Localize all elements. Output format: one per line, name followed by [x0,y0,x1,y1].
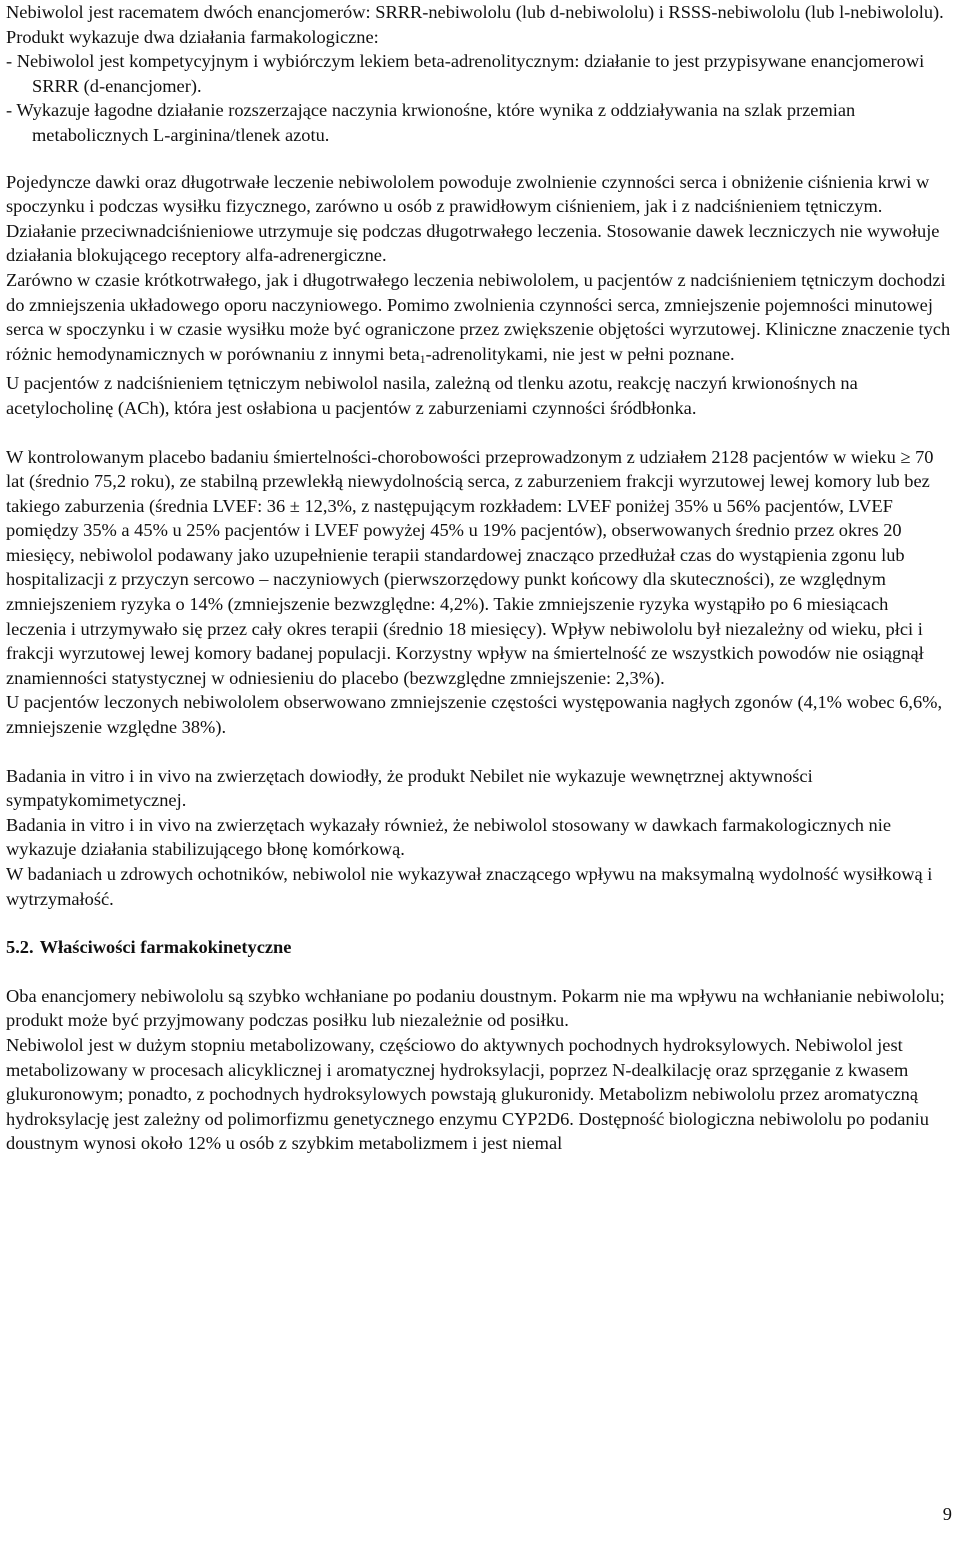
paragraph-vascular-resistance [6,268,951,371]
paragraph-vascular-resistance-text: Zarówno w czasie krótkotrwałego, jak i długotrwałego leczenia nebiwololem, u pacjentów z nadciśnieniem tętniczym dochodzi do zmniejszenia układowego oporu naczyniowego. Pomimo zwolnienia czynności serca, zmniejszenie pojemności minutowej serca w spoczynku i w czasie wysiłku może być ograniczone przez zwiększenie objętości wyrzutowej. Kliniczne znaczenie tych różnic hemodynamicznych w porównaniu z innymi beta [6,269,951,364]
paragraph-gap [6,148,951,170]
paragraph-gap [6,911,951,935]
bullet-vasodilation: - Wykazuje łagodne działanie rozszerzające naczynia krwionośne, które wynika z oddziaływania na szlak przemian metabolicznych L-arginina/tlenek azotu. [6,100,856,145]
beta-subscript: 1 [419,351,426,366]
page-number: 9 [942,1504,952,1524]
paragraph-gap [6,740,951,764]
paragraph-metabolism: Nebiwolol jest w dużym stopniu metabolizowany, częściowo do aktywnych pochodnych hydroksylowych. Nebiwolol jest metabolizowany w procesach alicyklicznej i aromatycznej hydroksylacji, poprzez N-dealkilację oraz sprzęganie z kwasem glukuronowym; ponadto, z pochodnych hydroksylowych powstają glukuronidy. Metabolizm nebiwololu przez aromatyczną hydroksylację jest zależny od polimorfizmu genetycznego enzymu CYP2D6. Dostępność biologiczna nebiwololu po podaniu doustnym wynosi około 12% u osób z szybkim metabolizmem i jest niemal [6,1034,929,1154]
paragraph-sudden-death: U pacjentów leczonych nebiwololem obserwowano zmniejszenie częstości występowania nagłych zgonów (4,1% wobec 6,6%, zmniejszenie względne 38%). [6,692,943,738]
paragraph-gap [6,421,951,445]
section-title: Właściwości farmakokinetyczne [39,937,292,958]
section-heading [6,935,951,960]
paragraph-heart-rate: Pojedyncze dawki oraz długotrwałe leczenie nebiwololem powoduje zwolnienie czynności serca i obniżenie ciśnienia krwi w spoczynku i podczas wysiłku fizycznego, zarówno u osób z prawidłowym ciśnieniem, jak i z nadciśnieniem tętniczym. Działanie przeciwnadciśnieniowe utrzymuje się podczas długotrwałego leczenia. Stosowanie dawek leczniczych nie wywołuje działania blokującego receptory alfa-adrenergiczne. [6,171,940,266]
paragraph-absorption: Oba enancjomery nebiwololu są szybko wchłaniane po podaniu doustnym. Pokarm nie ma wpływu na wchłanianie nebiwololu; produkt może być przyjmowany podczas posiłku lub niezależnie od posiłku. [6,985,945,1031]
paragraph-gap [6,960,951,984]
paragraph-vascular-resistance-end: -adrenolitykami, nie jest w pełni poznane. [425,343,735,364]
bullet-beta-blocker: - Nebiwolol jest kompetycyjnym i wybiórczym lekiem beta-adrenolitycznym: działanie to jest przypisywane enancjomerowi SRRR (d-enancjomer). [6,51,925,96]
section-number: 5.2. [6,937,34,958]
intro-paragraph: Nebiwolol jest racematem dwóch enancjomerów: SRRR-nebiwololu (lub d-nebiwololu) i RSSS-nebiwololu (lub l-nebiwololu). Produkt wykazuje dwa działania farmakologiczne: [6,2,944,47]
paragraph-membrane: Badania in vitro i in vivo na zwierzętach wykazały również, że nebiwolol stosowany w dawkach farmakologicznych nie wykazuje działania stabilizującego błonę komórkową. [6,814,891,860]
paragraph-exercise: W badaniach u zdrowych ochotników, nebiwolol nie wykazywał znaczącego wpływu na maksymalną wydolność wysiłkową i wytrzymałość. [6,864,933,909]
paragraph-mortality-study: W kontrolowanym placebo badaniu śmiertelności-chorobowości przeprowadzonym z udziałem 2128 pacjentów w wieku ≥ 70 lat (średnio 75,2 roku), ze stabilną przewlekłą niewydolnością serca, z zaburzeniem frakcji wyrzutowej lewej komory lub bez takiego zaburzenia (średnia LVEF: 36 ± 12,3%, z następującym rozkładem: LVEF poniżej 35% u 56% pacjentów, LVEF pomiędzy 35% a 45% u 25% pacjentów i LVEF powyżej 45% u 19% pacjentów), obserwowanych średnio przez okres 20 miesięcy, nebiwolol podawany jako uzupełnienie terapii standardowej znacząco przedłużał czas do wystąpienia zgonu lub hospitalizacji z przyczyn sercowo – naczyniowych (pierwszorzędowy punkt końcowy dla skuteczności), ze względnym zmniejszeniem ryzyka o 14% (zmniejszenie bezwzględne: 4,2%). Takie zmniejszenie ryzyka wystąpiło po 6 miesiącach leczenia i utrzymywało się przez cały okres terapii (średnio 18 miesięcy). Wpływ nebiwololu był niezależny od wieku, płci i frakcji wyrzutowej lewej komory badanej populacji. Korzystny wpływ na śmiertelność ze wszystkich powodów nie osiągnął znamienności statystycznej w odniesieniu do placebo (bezwzględne zmniejszenie: 2,3%). [6,446,934,688]
paragraph-sympathomimetic: Badania in vitro i in vivo na zwierzętach dowiodły, że produkt Nebilet nie wykazuje wewnętrznej aktywności sympatykomimetycznej. [6,765,813,811]
paragraph-nitric-oxide: U pacjentów z nadciśnieniem tętniczym nebiwolol nasila, zależną od tlenku azotu, reakcję naczyń krwionośnych na acetylocholinę (ACh), która jest osłabiona u pacjentów z zaburzeniami czynności śródbłonka. [6,373,858,418]
document-page [6,0,951,1156]
